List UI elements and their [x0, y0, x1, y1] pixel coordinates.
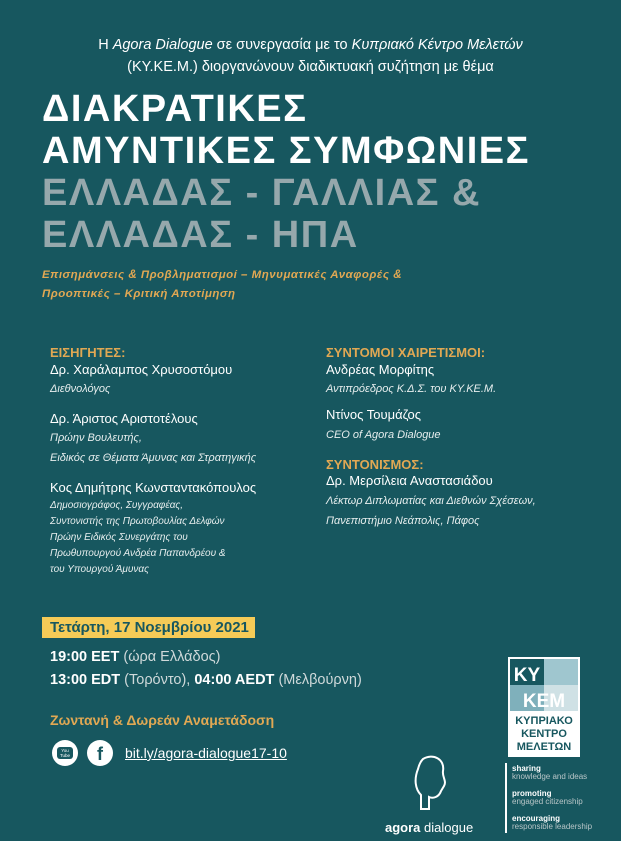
- kykem-line-1: ΚΥΠΡΙΑΚΟ: [515, 715, 573, 727]
- subtitle-line-1: Επισημάνσεις & Προβληματισμοί – Μηνυματικές Αναφορές &: [42, 269, 403, 281]
- time-other: [50, 672, 362, 688]
- intro-org-agora: Agora Dialogue: [112, 37, 213, 53]
- kykem-kem: ΚΕΜ: [522, 691, 566, 712]
- greeting-2-name: Ντίνος Τουμάζος: [326, 407, 421, 422]
- moderator-name: Δρ. Μερσίλεια Αναστασιάδου: [326, 473, 493, 488]
- youtube-icon[interactable]: [52, 740, 78, 766]
- moderator-desc-1: Λέκτωρ Διπλωματίας και Διεθνών Σχέσεων,: [326, 495, 536, 507]
- live-broadcast-note: Ζωντανή & Δωρεάν Αναμετάδοση: [50, 712, 275, 728]
- title-line-3: ΕΛΛΑΔΑΣ - ΓΑΛΛΙΑΣ &: [42, 172, 481, 214]
- speaker-1-desc: Διεθνολόγος: [50, 383, 111, 395]
- tagline-2: [512, 790, 583, 806]
- time-aedt: 04:00 AEDT: [194, 672, 275, 688]
- intro-pre: Η: [98, 37, 113, 53]
- stream-link[interactable]: bit.ly/agora-dialogue17-10: [125, 745, 287, 761]
- title-line-2: ΑΜΥΝΤΙΚΕΣ ΣΥΜΦΩΝΙΕΣ: [42, 130, 530, 172]
- facebook-icon[interactable]: [87, 740, 113, 766]
- agora-wordmark: [385, 820, 473, 835]
- time-edt-place: (Τορόντο),: [124, 672, 191, 688]
- kykem-line-3: ΜΕΛΕΤΩΝ: [516, 741, 572, 753]
- speaker-3-desc-5: του Υπουργού Άμυνας: [50, 564, 149, 575]
- speaker-2-name: Δρ. Άριστος Αριστοτέλους: [50, 411, 198, 426]
- intro-text: [0, 34, 621, 78]
- agora-wordmark-light: dialogue: [420, 820, 474, 835]
- speakers-heading: ΕΙΣΗΓΗΤΕΣ:: [50, 345, 126, 360]
- title-line-4: ΕΛΛΑΔΑΣ - ΗΠΑ: [42, 214, 359, 256]
- tagline-1-bold: sharing: [512, 764, 541, 773]
- tagline-3-bold: encouraging: [512, 814, 561, 823]
- greeting-1-name: Ανδρέας Μορφίτης: [326, 362, 435, 377]
- greeting-2-desc: CEO of Agora Dialogue: [326, 429, 441, 441]
- moderator-desc-2: Πανεπιστήμιο Νεάπολις, Πάφος: [326, 515, 480, 527]
- time-greece: [50, 649, 220, 665]
- speaker-3-name: Κος Δημήτρης Κωνσταντακόπουλος: [50, 480, 257, 495]
- speaker-3-desc-2: Συντονιστής της Πρωτοβουλίας Δελφών: [50, 516, 225, 527]
- facebook-icon-glyph: f: [97, 744, 103, 764]
- subtitle: [42, 266, 572, 304]
- intro-line-2: (ΚΥ.ΚΕ.Μ.) διοργανώνουν διαδικτυακή συζήτηση με θέμα: [127, 59, 494, 75]
- speaker-3-desc-4: Πρωθυπουργού Ανδρέα Παπανδρέου &: [50, 548, 226, 559]
- speaker-1-name: Δρ. Χαράλαμπος Χρυσοστόμου: [50, 362, 233, 377]
- tagline-2-bold: promoting: [512, 789, 552, 798]
- intro-line-1: [0, 34, 621, 56]
- kykem-logo: [508, 657, 580, 757]
- event-date: Τετάρτη, 17 Νοεμβρίου 2021: [42, 617, 255, 638]
- greetings-heading: ΣΥΝΤΟΜΟΙ ΧΑΙΡΕΤΙΣΜΟΙ:: [326, 345, 486, 360]
- time-eet-place: (ώρα Ελλάδος): [123, 649, 221, 665]
- youtube-icon-text-1: You: [61, 748, 69, 753]
- tagline-1: [512, 765, 587, 781]
- main-title: [42, 88, 530, 256]
- subtitle-line-2: Προοπτικές – Κριτική Αποτίμηση: [42, 288, 236, 300]
- intro-mid: σε συνεργασία με το: [212, 37, 352, 53]
- greeting-1-desc: Αντιπρόεδρος Κ.Δ.Σ. του ΚΥ.ΚΕ.Μ.: [326, 383, 497, 395]
- time-aedt-place: (Μελβούρνη): [278, 672, 362, 688]
- time-edt: 13:00 EDT: [50, 672, 121, 688]
- kykem-ky: ΚΥ: [513, 665, 541, 686]
- tagline-2-sub: engaged citizenship: [512, 797, 583, 806]
- tagline-divider: [505, 763, 507, 833]
- speaker-2-desc-2: Ειδικός σε Θέματα Άμυνας και Στρατηγικής: [50, 452, 257, 464]
- tagline-3: [512, 815, 592, 831]
- agora-head-logo-icon: [413, 753, 449, 815]
- intro-org-kykem: Κυπριακό Κέντρο Μελετών: [351, 37, 523, 53]
- speaker-3-desc-3: Πρώην Ειδικός Συνεργάτης του: [50, 532, 188, 543]
- speaker-3-desc-1: Δημοσιογράφος, Συγγραφέας,: [50, 500, 184, 511]
- youtube-icon-text-2: Tube: [59, 753, 71, 758]
- moderation-heading: ΣΥΝΤΟΝΙΣΜΟΣ:: [326, 457, 424, 472]
- title-line-1: ΔΙΑΚΡΑΤΙΚΕΣ: [42, 88, 308, 130]
- kykem-line-2: ΚΕΝΤΡΟ: [521, 728, 567, 740]
- time-eet: 19:00 EET: [50, 649, 120, 665]
- agora-wordmark-bold: agora: [385, 820, 421, 835]
- tagline-1-sub: knowledge and ideas: [512, 772, 588, 781]
- speaker-2-desc-1: Πρώην Βουλευτής,: [50, 432, 142, 444]
- tagline-3-sub: responsible leadership: [512, 822, 593, 831]
